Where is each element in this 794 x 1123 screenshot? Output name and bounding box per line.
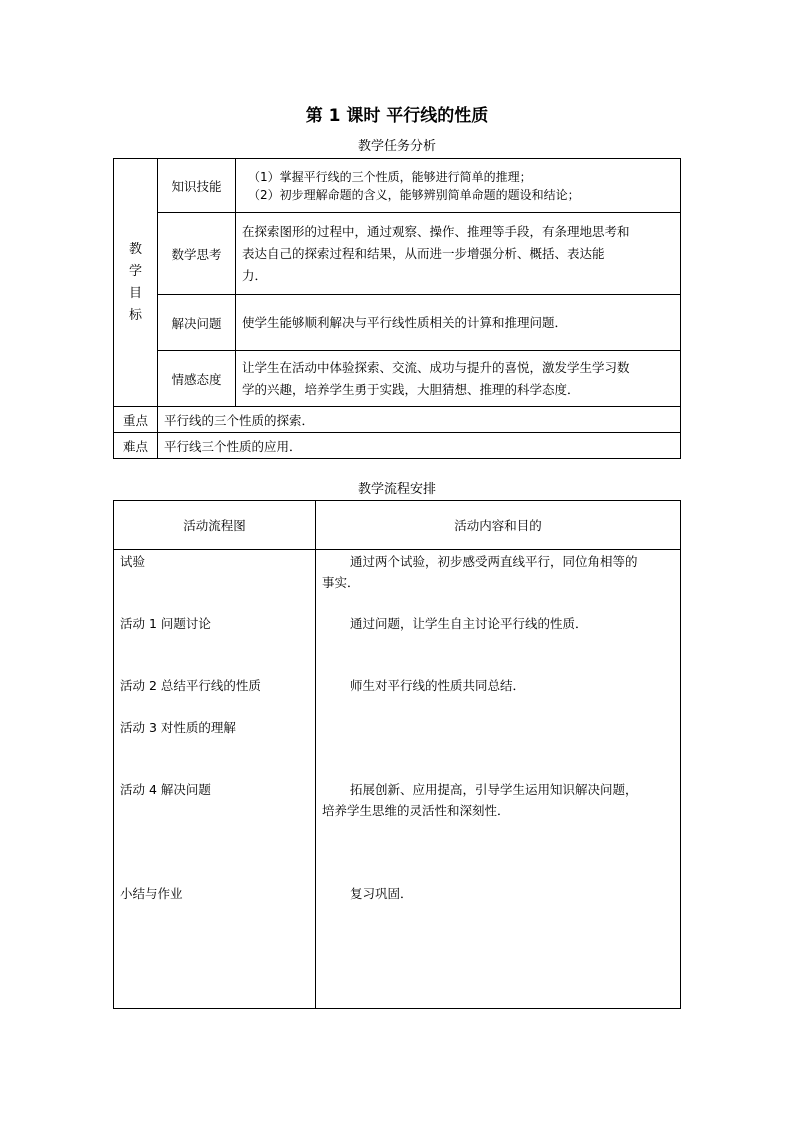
goal-line: 使学生能够顺利解决与平行线性质相关的计算和推理问题．: [242, 314, 568, 330]
goal-label-char: 学: [128, 263, 142, 279]
flow-content: [322, 779, 677, 821]
flow-step: 试验: [120, 554, 146, 569]
flow-content: [350, 613, 588, 634]
flow-left-column: [114, 550, 316, 1009]
goal-line: 学的兴趣，培养学生勇于实践，大胆猜想、推理的科学态度．: [242, 381, 580, 397]
flow-content: [350, 675, 525, 696]
flow-step: 活动 1 问题讨论: [120, 616, 211, 631]
flow-content-line: 通过两个试验，初步感受两直线平行，同位角相等的: [350, 554, 638, 569]
goal-category: 数学思考: [158, 213, 236, 295]
difficulty-label: 难点: [114, 433, 158, 459]
goal-line: （2）初步理解命题的含义，能够辨别简单命题的题设和结论；: [248, 187, 580, 202]
difficulty-value: 平行线三个性质的应用．: [158, 433, 681, 459]
flow-content-line: 培养学生思维的灵活性和深刻性．: [322, 803, 510, 818]
flow-content-line: 复习巩固．: [350, 886, 413, 901]
goal-label-cell: [114, 159, 158, 407]
flow-step: 小结与作业: [120, 886, 183, 901]
goal-line: 表达自己的探索过程和结果，从而进一步增强分析、概括、表达能: [242, 245, 605, 261]
flow-content: [322, 551, 677, 593]
task-analysis-table: [113, 158, 681, 459]
goal-label-char: 标: [128, 307, 142, 323]
goal-line: （1）掌握平行线的三个性质，能够进行简单的推理；: [248, 169, 532, 184]
key-point-label: 重点: [114, 407, 158, 433]
flow-content-line: 通过问题，让学生自主讨论平行线的性质．: [350, 616, 588, 631]
goal-line: 让学生在活动中体验探索、交流、成功与提升的喜悦，激发学生学习数: [242, 359, 630, 375]
flow-content: [350, 883, 413, 904]
goal-category: 解决问题: [158, 295, 236, 351]
goal-description: [236, 351, 681, 407]
flow-step: 活动 2 总结平行线的性质: [120, 678, 261, 693]
flow-left-header: 活动流程图: [114, 501, 316, 550]
goal-line: 力．: [242, 267, 268, 283]
task-analysis-heading: 教学任务分析: [357, 139, 436, 154]
goal-label-char: 目: [128, 285, 142, 301]
flow-step: 活动 4 解决问题: [120, 782, 211, 797]
goal-description: [236, 295, 681, 351]
goal-category: 知识技能: [158, 159, 236, 213]
goal-line: 在探索图形的过程中，通过观察、操作、推理等手段，有条理地思考和: [242, 223, 630, 239]
goal-label-char: 教: [128, 241, 142, 257]
flow-right-column: [316, 550, 681, 1009]
flow-right-header: 活动内容和目的: [316, 501, 681, 550]
flow-content-line: 事实．: [322, 575, 360, 590]
flow-content-line: 师生对平行线的性质共同总结．: [350, 678, 526, 693]
goal-category: 情感态度: [158, 351, 236, 407]
flow-heading: 教学流程安排: [357, 482, 436, 497]
page-title: 第 1 课时 平行线的性质: [305, 106, 489, 126]
goal-description: [236, 159, 681, 213]
key-point-value: 平行线的三个性质的探索．: [158, 407, 681, 433]
goal-description: [236, 213, 681, 295]
flow-table: [113, 500, 681, 1009]
flow-step: 活动 3 对性质的理解: [120, 720, 236, 735]
flow-content-line: 拓展创新、应用提高，引导学生运用知识解决问题，: [350, 782, 638, 797]
